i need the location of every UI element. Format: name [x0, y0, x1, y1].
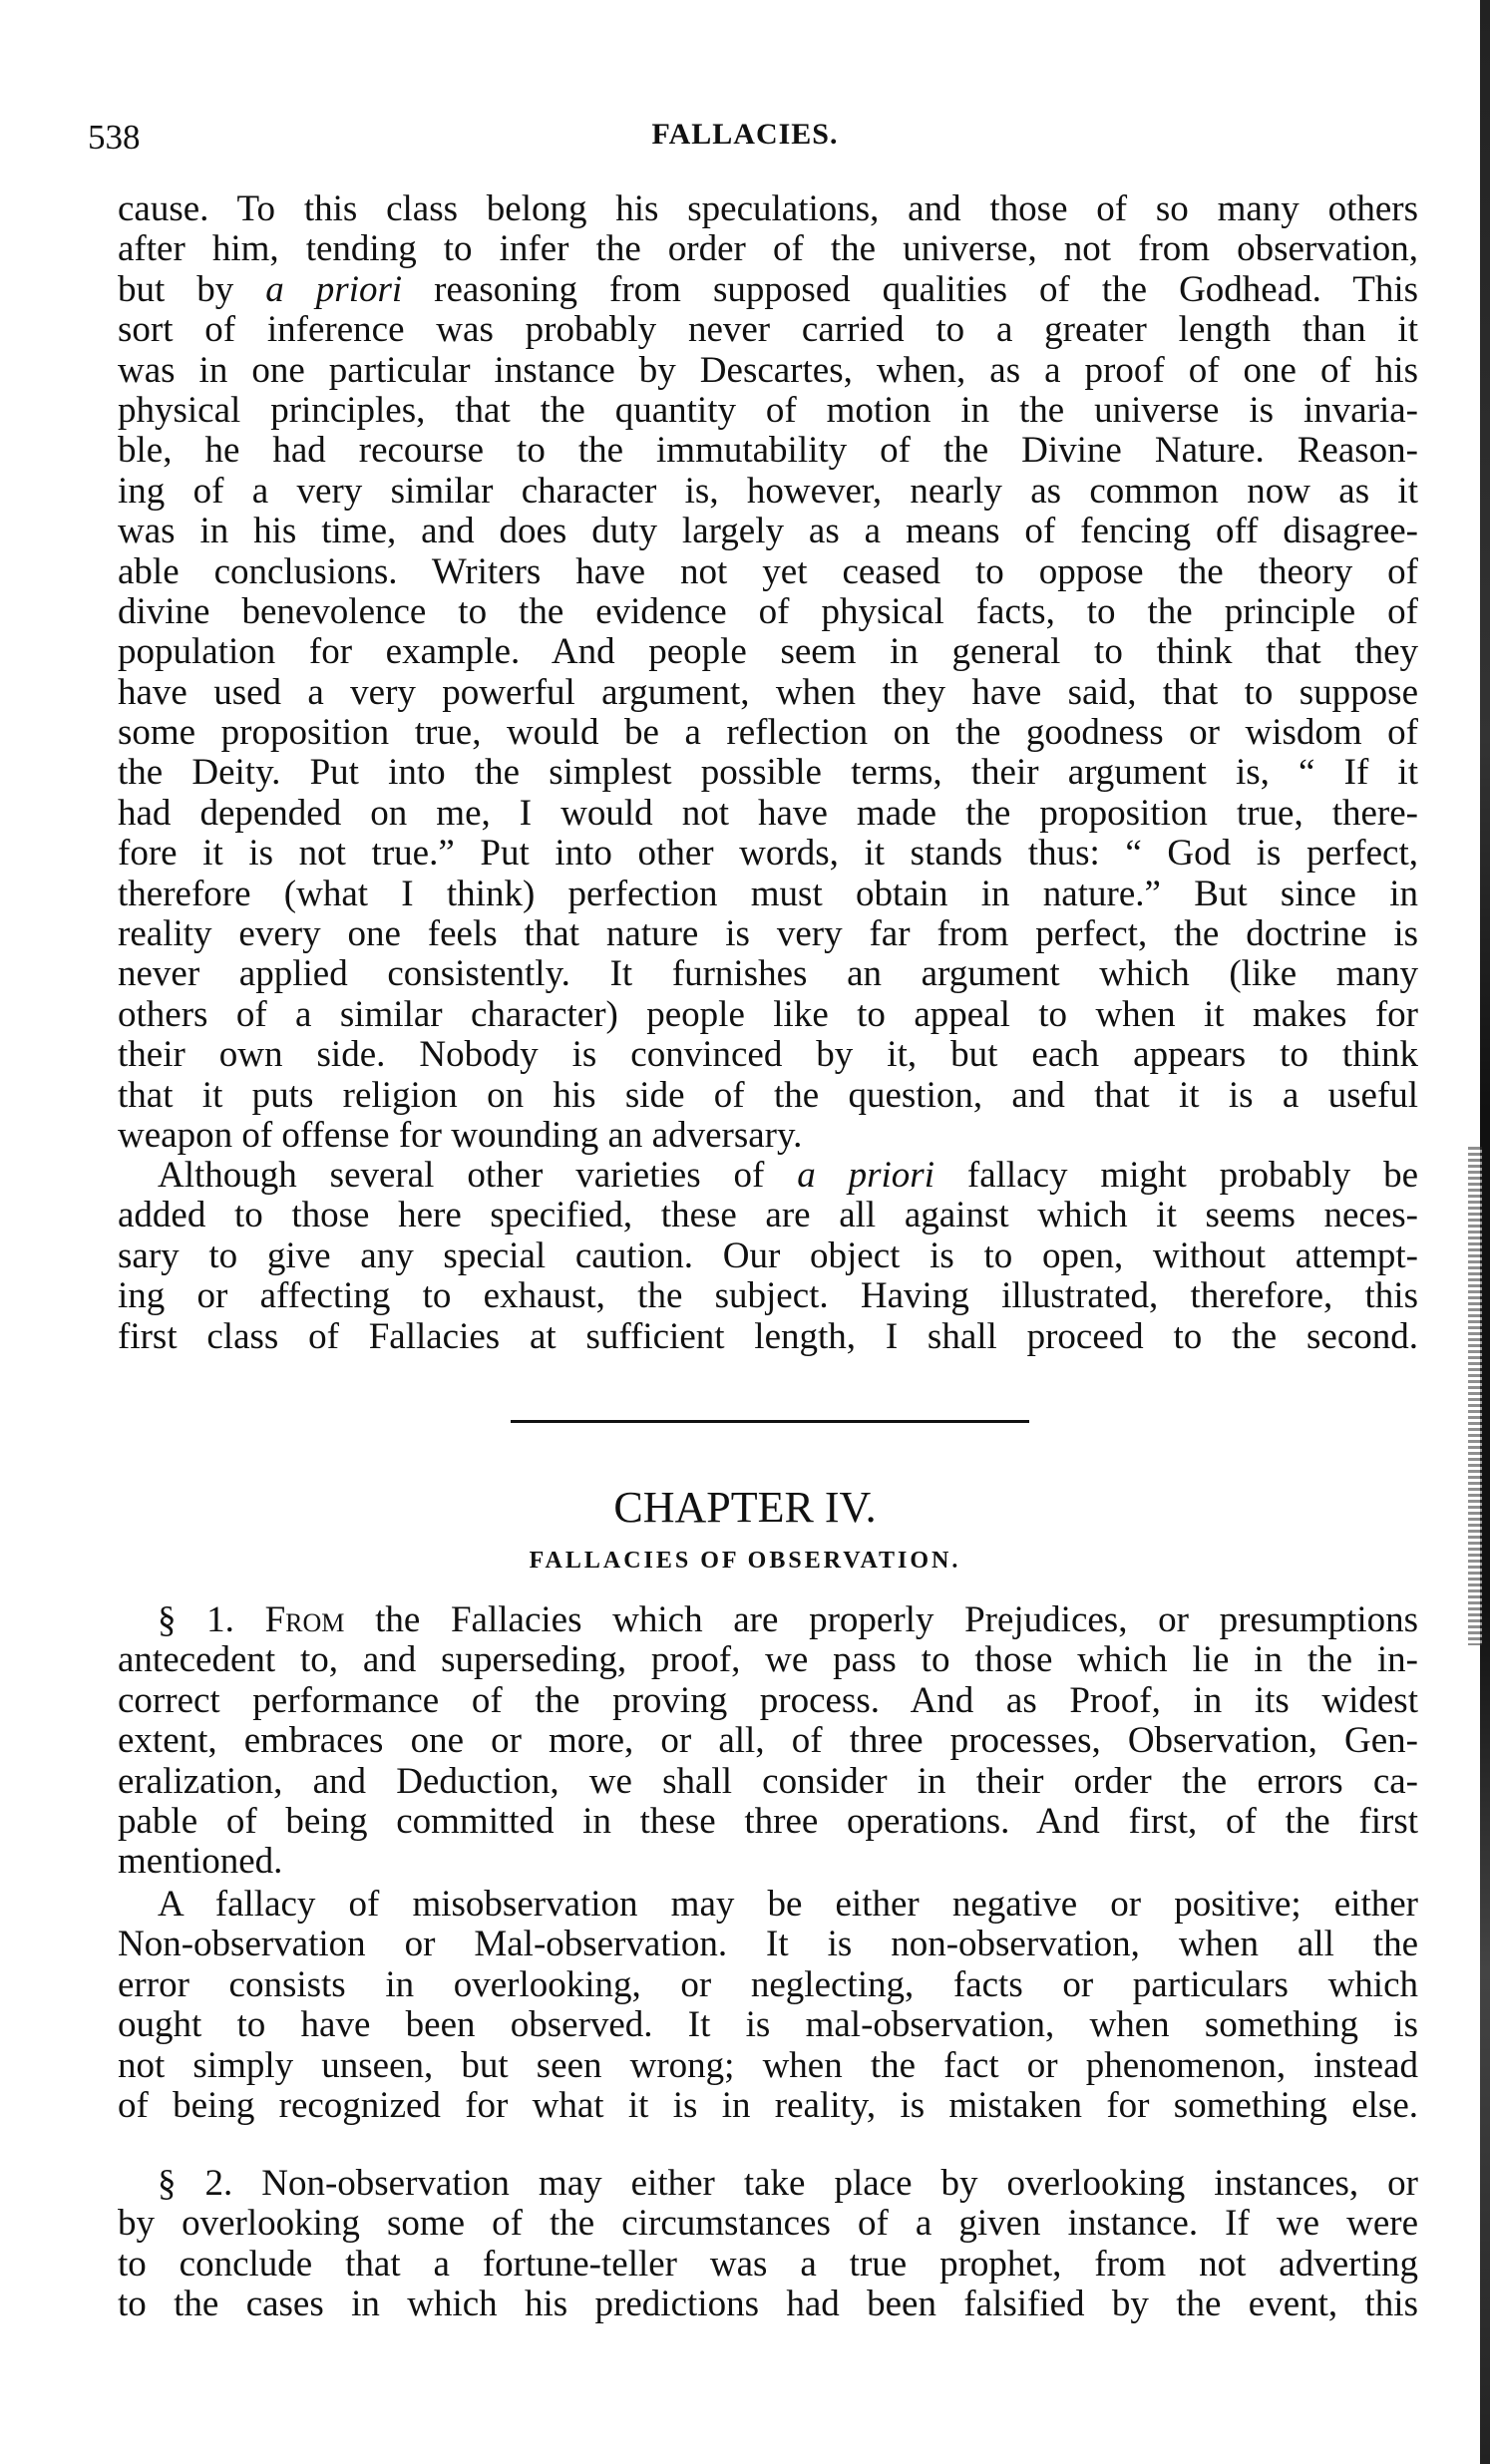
text-line: reality every one feels that nature is very far from perfect, the doctrine is [118, 913, 1418, 955]
text-segment: fallacy might probably be [933, 1155, 1419, 1196]
chapter-subtitle: FALLACIES OF OBSERVATION. [529, 1548, 961, 1574]
text-line: fore it is not true.” Put into other words, it stands thus: “ God is perfect, [118, 833, 1418, 875]
text-line: was in his time, and does duty largely as a means of fencing off disagree- [118, 511, 1418, 552]
text-segment: but by [118, 268, 266, 310]
text-line: was in one particular instance by Descartes, when, as a proof of one of his [118, 349, 1418, 391]
text-line: that it puts religion on his side of the question, and that it is a useful [118, 1074, 1418, 1116]
text-line: ing or affecting to exhaust, the subject. Having illustrated, therefore, this [118, 1275, 1418, 1317]
text-line [118, 1156, 1418, 1196]
text-line: after him, tending to infer the order of the universe, not from observation, [118, 228, 1418, 270]
text-line: error consists in overlooking, or neglecting, facts or particulars which [118, 1963, 1418, 2005]
text-segment: Although several other varieties of [158, 1155, 798, 1196]
text-line: first class of Fallacies at sufficient length, I shall proceed to the second. [118, 1315, 1418, 1357]
paragraph [118, 2164, 1418, 2325]
paragraph [118, 1885, 1418, 2126]
text-line: Non-observation or Mal-observation. It is non-observation, when all the [118, 1924, 1418, 1965]
text-line: ing of a very similar character is, however, nearly as common now as it [118, 470, 1418, 512]
running-title: FALLACIES. [651, 118, 839, 151]
text-line [118, 270, 1418, 310]
text-line: correct performance of the proving process. And as Proof, in its widest [118, 1679, 1418, 1721]
page-number: 538 [88, 118, 141, 157]
text-line: of being recognized for what it is in reality, is mistaken for something else. [118, 2084, 1418, 2126]
chapter-title: CHAPTER IV. [613, 1483, 877, 1532]
text-segment: reasoning from supposed qualities of the Godhead. This [402, 268, 1419, 310]
text-line: antecedent to, and superseding, proof, we pass to those which lie in the in- [118, 1639, 1418, 1681]
text-line: ble, he had recourse to the immutability of the Divine Nature. Reason- [118, 430, 1418, 472]
text-line: others of a similar character) people like to appeal to when it makes for [118, 993, 1418, 1035]
text-line: their own side. Nobody is convinced by it, but each appears to think [118, 1034, 1418, 1076]
text-line: weapon of offense for wounding an adversary. [118, 1114, 803, 1156]
text-line: physical principles, that the quantity of motion in the universe is invaria- [118, 389, 1418, 431]
paragraph [118, 189, 1418, 1156]
text-line: some proposition true, would be a reflection on the goodness or wisdom of [118, 712, 1418, 754]
text-line: sary to give any special caution. Our object is to open, without attempt- [118, 1234, 1418, 1276]
paragraph [118, 1600, 1418, 1883]
text-line: therefore (what I think) perfection must obtain in nature.” But since in [118, 873, 1418, 914]
text-line: to the cases in which his predictions had been falsified by the event, this [118, 2284, 1418, 2325]
italic-phrase: a priori [265, 268, 403, 310]
text-line: to conclude that a fortune-teller was a true prophet, from not adverting [118, 2243, 1418, 2285]
text-line: ought to have been observed. It is mal-observation, when something is [118, 2004, 1418, 2046]
text-line [118, 1600, 1418, 1640]
text-line: § 2. Non-observation may either take place by overlooking instances, or [158, 2163, 1418, 2204]
text-line: not simply unseen, but seen wrong; when the fact or phenomenon, instead [118, 2044, 1418, 2086]
text-line: mentioned. [118, 1841, 283, 1883]
section-divider [511, 1420, 1029, 1423]
text-line: by overlooking some of the circumstances of a given instance. If we were [118, 2203, 1418, 2245]
text-segment: the Fallacies which are properly Prejudices, or presumptions [344, 1599, 1419, 1640]
paragraph [118, 1156, 1418, 1357]
text-segment: § 1. [158, 1599, 265, 1640]
text-line: pable of being committed in these three operations. And first, of the first [118, 1800, 1418, 1842]
small-caps-word: From [264, 1599, 345, 1640]
text-line: population for example. And people seem in general to think that they [118, 631, 1418, 673]
text-line: added to those here specified, these are all against which it seems neces- [118, 1195, 1418, 1236]
text-line: never applied consistently. It furnishes an argument which (like many [118, 953, 1418, 995]
text-line: eralization, and Deduction, we shall consider in their order the errors ca- [118, 1760, 1418, 1802]
text-line: have used a very powerful argument, when they have said, that to suppose [118, 671, 1418, 713]
italic-phrase: a priori [797, 1155, 934, 1196]
text-line: cause. To this class belong his speculations, and those of so many others [118, 188, 1418, 229]
text-line: A fallacy of misobservation may be either negative or positive; either [158, 1884, 1418, 1925]
text-line: extent, embraces one or more, or all, of three processes, Observation, Gen- [118, 1720, 1418, 1762]
text-line: divine benevolence to the evidence of physical facts, to the principle of [118, 590, 1418, 632]
text-line: able conclusions. Writers have not yet ceased to oppose the theory of [118, 550, 1418, 592]
text-line: had depended on me, I would not have made the proposition true, there- [118, 792, 1418, 834]
text-line: the Deity. Put into the simplest possible terms, their argument is, “ If it [118, 752, 1418, 794]
text-line: sort of inference was probably never carried to a greater length than it [118, 309, 1418, 351]
